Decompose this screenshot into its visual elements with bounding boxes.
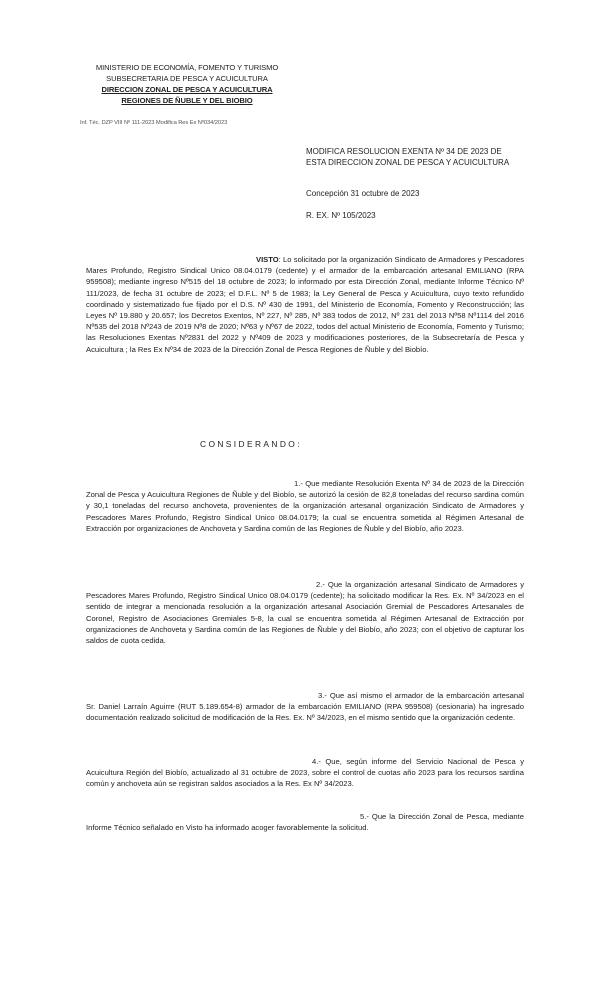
considerando-heading: CONSIDERANDO: [200,439,302,449]
header-subsecretaria: SUBSECRETARIA DE PESCA Y ACUICULTURA [106,74,268,83]
resolution-number: R. EX. Nº 105/2023 [306,211,376,220]
visto-text: : Lo solicitado por la organización Sindicato de Armadores y Pescadores Mares Profundo, Registro Sindical Unico 08.04.0179 (cedente) y el armador de la embarcación artesanal EMILIANO (RPA 959508); mediante ingreso Nº515 del 18 octubre de 2023; lo informado por esta Dirección Zonal, mediante Informe Técnico Nº 111/2023, de fecha 31 octubre de 2023; el D.F.L. Nº 5 de 1983; la Ley General de Pesca y Acuicultura, cuyo texto refundido coordinado y sistematizado fue fijado por el D.S. Nº 430 de 1991, del Ministerio de Economía, Fomento y Reconstrucción; las Leyes Nº 19.880 y 20.657; los Decretos Exentos, Nº 227, Nº 285, Nº 383 todos de 2012, Nº 231 del 2013 Nº58 Nº1114 del 2016 Nº535 del 2018 Nº243 de 2019 Nº8 de 2020; Nº63 y Nº67 de 2022, todos del actual Ministerio de Economía, Fomento y Turismo; las Resoluciones Exentas Nº2831 del 2022 y Nº409 de 2023 y modificaciones posteriores, de la Subsecretaría de Pesca y Acuicultura ; la Res Ex Nº34 de 2023 de la Dirección Zonal de Pesca Regiones de Ñuble y del Biobío. [86,255,524,354]
header-regiones: REGIONES DE ÑUBLE Y DEL BIOBIO [121,96,253,105]
considerando-item-1: 1.- Que mediante Resolución Exenta Nº 34 de 2023 de la Dirección Zonal de Pesca y Acuicultura Regiones de Ñuble y del Biobío, se autorizó la cesión de 82,8 toneladas del recurso sardina común y 30,1 toneladas del recurso anchoveta, provenientes de la organización artesanal organización Sindicato de Armadores y Pescadores Mares Profundo, Registro Sindical Unico 08.04.0179; la cual se encuentra sometida al Régimen Artesanal de Extracción por organizaciones de Anchoveta y Sardina común de las Regiones de Ñuble y del Biobío, año 2023. [86,479,524,533]
visto-paragraph [86,254,524,355]
resolution-date: Concepción 31 octubre de 2023 [306,189,420,198]
visto-keyword: VISTO [256,255,279,264]
institution-header [80,62,292,126]
header-ministry: MINISTERIO DE ECONOMÍA, FOMENTO Y TURISMO [95,63,279,72]
considerando-item-5: 5.- Que la Dirección Zonal de Pesca, mediante Informe Técnico señalado en Visto ha informado acoger favorablemente la solicitud. [86,812,524,833]
title-line-2: ESTA DIRECCION ZONAL DE PESCA Y ACUICULTURA [306,158,510,167]
considerando-item-2: 2.- Que la organización artesanal Sindicato de Armadores y Pescadores Mares Profundo, Registro Sindical Unico 08.04.0179 (cedente); ha solicitado modificar la Res. Ex. Nº 34/2023 en el sentido de integrar a mencionada resolución a la organización artesanal Asociación Gremial de Pescadores Artesanales de Coronel, Registro de Asociaciones Gremiales 5-8, la cual se encuentra sometida al Régimen Artesanal de Extracción por organizaciones de Anchoveta y Sardina común de las Regiones de Ñuble y del Biobío, año 2023; con el objetivo de capturar los saldos de cuota cedida. [86,580,524,646]
resolution-title [306,146,524,168]
considerando-item-4: 4.- Que, según informe del Servicio Nacional de Pesca y Acuicultura Región del Biobío, actualizado al 31 octubre de 2023, sobre el control de cuotas año 2023 para los recursos sardina común y anchoveta aún se registran saldos asociados a la Res. Ex Nº 34/2023. [86,757,524,789]
header-direccion-zonal: DIRECCION ZONAL DE PESCA Y ACUICULTURA [101,85,273,94]
considerando-item-3: 3.- Que así mismo el armador de la embarcación artesanal Sr. Daniel Larraín Aguirre (RUT 5.189.654-8) armador de la embarcación EMILIANO (RPA 959508) (cesionaria) ha ingresado documentación realizado solicitud de modificación de la Res. Ex. Nº 34/2023, en el mismo sentido que la organización cedente. [86,691,524,723]
header-reference: Inf. Téc. DZP VIII Nº 111-2023 Modifica Res Ex Nº034/2023 [80,120,228,126]
title-line-1: MODIFICA RESOLUCION EXENTA Nº 34 DE 2023 DE [306,147,502,156]
